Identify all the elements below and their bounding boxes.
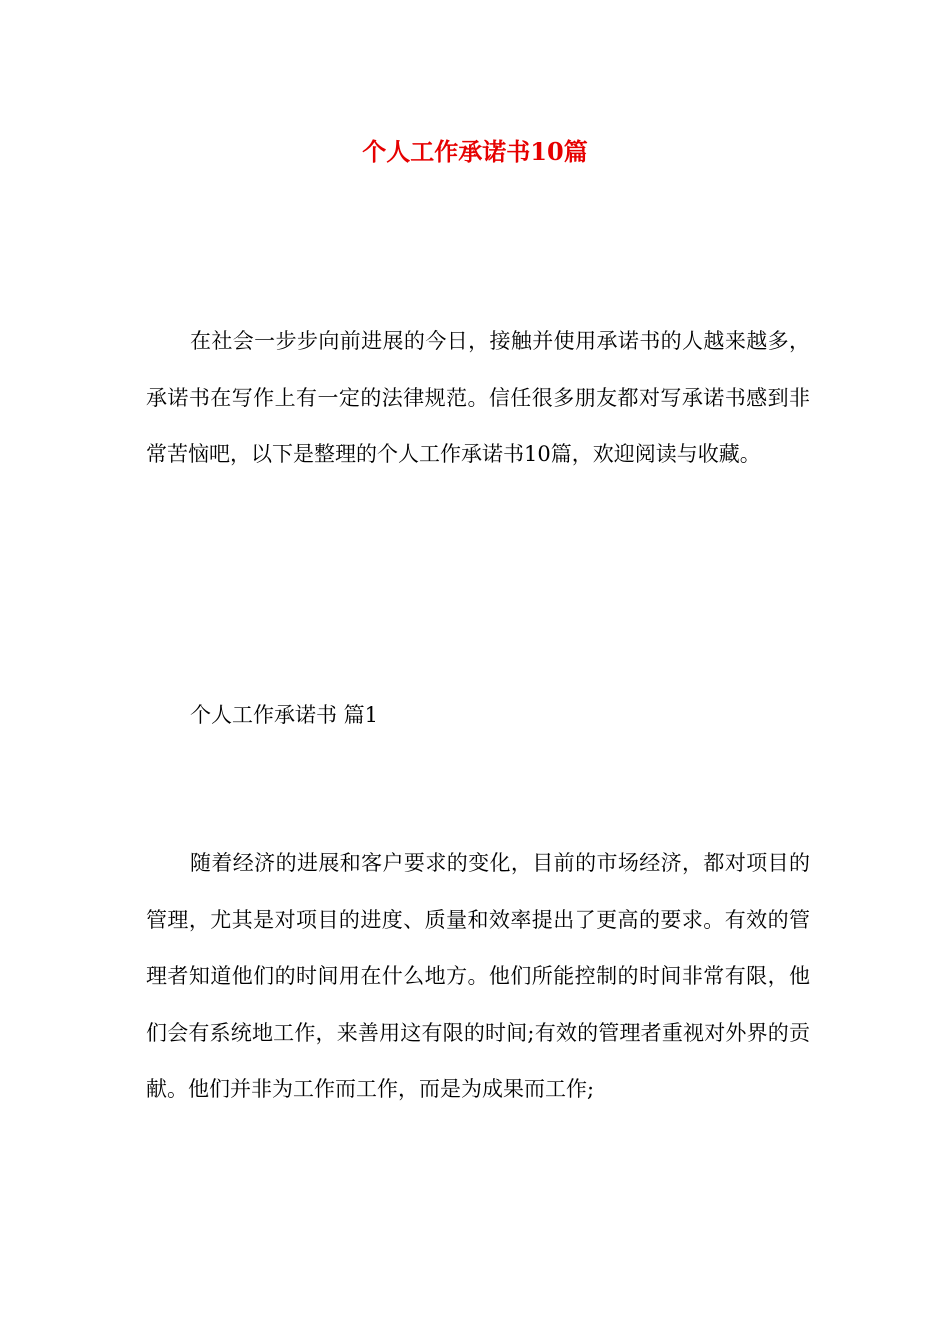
intro-paragraph: 在社会一步步向前进展的今日，接触并使用承诺书的人越来越多，承诺书在写作上有一定的法律规范。信任很多朋友都对写承诺书感到非常苦恼吧，以下是整理的个人工作承诺书10篇，欢迎阅读与收藏。: [146, 329, 810, 466]
document-title: 个人工作承诺书10篇: [362, 137, 588, 166]
section-heading: 个人工作承诺书 篇1: [190, 703, 379, 727]
body-paragraph: 随着经济的进展和客户要求的变化，目前的市场经济，都对项目的管理，尤其是对项目的进度、质量和效率提出了更高的要求。有效的管理者知道他们的时间用在什么地方。他们所能控制的时间非常有限，他们会有系统地工作，来善用这有限的时间;有效的管理者重视对外界的贡献。他们并非为工作而工作，而是为成果而工作;: [146, 851, 810, 1101]
